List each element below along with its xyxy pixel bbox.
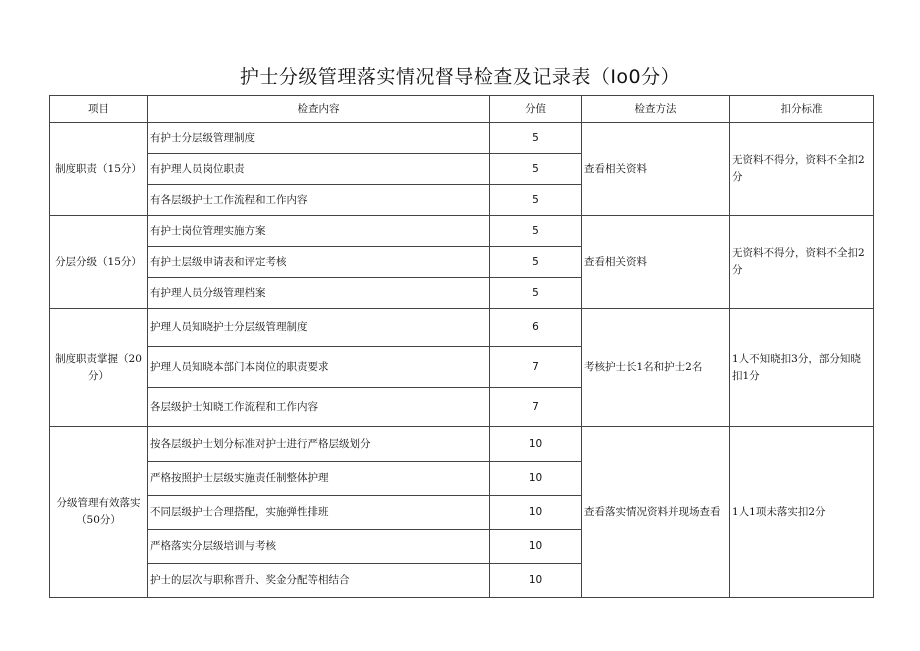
method-cell: 查看相关资料 xyxy=(582,123,730,216)
category-cell: 制度职责（15分） xyxy=(50,123,148,216)
deduct-cell: 1人1项未落实扣2分 xyxy=(730,427,874,598)
category-cell: 制度职责掌握（20分） xyxy=(50,309,148,427)
score-cell: 5 xyxy=(490,216,582,247)
content-cell: 按各层级护士划分标准对护士进行严格层级划分 xyxy=(148,427,490,462)
method-cell: 查看落实情况资料并现场查看 xyxy=(582,427,730,598)
score-cell: 10 xyxy=(490,427,582,462)
content-cell: 严格落实分层级培训与考核 xyxy=(148,530,490,564)
content-cell: 有护理人员分级管理档案 xyxy=(148,278,490,309)
score-cell: 7 xyxy=(490,388,582,427)
score-cell: 5 xyxy=(490,154,582,185)
header-score: 分值 xyxy=(490,96,582,123)
content-cell: 护理人员知晓本部门本岗位的职责要求 xyxy=(148,347,490,388)
content-cell: 有各层级护士工作流程和工作内容 xyxy=(148,185,490,216)
content-cell: 有护士层级申请表和评定考核 xyxy=(148,247,490,278)
table-row xyxy=(50,123,874,154)
score-cell: 5 xyxy=(490,185,582,216)
score-cell: 10 xyxy=(490,496,582,530)
score-cell: 5 xyxy=(490,123,582,154)
table-row xyxy=(50,309,874,347)
content-cell: 各层级护士知晓工作流程和工作内容 xyxy=(148,388,490,427)
method-cell: 考核护士长1名和护士2名 xyxy=(582,309,730,427)
content-cell: 有护士分层级管理制度 xyxy=(148,123,490,154)
inspection-table xyxy=(49,95,874,598)
score-cell: 7 xyxy=(490,347,582,388)
table-header-row xyxy=(50,96,874,123)
header-content: 检查内容 xyxy=(148,96,490,123)
content-cell: 严格按照护士层级实施责任制整体护理 xyxy=(148,462,490,496)
score-cell: 10 xyxy=(490,462,582,496)
score-cell: 10 xyxy=(490,530,582,564)
score-cell: 6 xyxy=(490,309,582,347)
deduct-cell: 无资料不得分，资料不全扣2分 xyxy=(730,123,874,216)
category-cell: 分级管理有效落实（50分） xyxy=(50,427,148,598)
header-item: 项目 xyxy=(50,96,148,123)
header-method: 检查方法 xyxy=(582,96,730,123)
content-cell: 有护理人员岗位职责 xyxy=(148,154,490,185)
table-row xyxy=(50,216,874,247)
content-cell: 护士的层次与职称晋升、奖金分配等相结合 xyxy=(148,564,490,598)
score-cell: 10 xyxy=(490,564,582,598)
page-title: 护士分级管理落实情况督导检查及记录表（Io0分） xyxy=(239,66,681,88)
content-cell: 不同层级护士合理搭配，实施弹性排班 xyxy=(148,496,490,530)
header-deduct: 扣分标准 xyxy=(730,96,874,123)
method-cell: 查看相关资料 xyxy=(582,216,730,309)
content-cell: 有护士岗位管理实施方案 xyxy=(148,216,490,247)
content-cell: 护理人员知晓护士分层级管理制度 xyxy=(148,309,490,347)
table-row xyxy=(50,427,874,462)
deduct-cell: 1人不知晓扣3分，部分知晓扣1分 xyxy=(730,309,874,427)
deduct-cell: 无资料不得分，资料不全扣2分 xyxy=(730,216,874,309)
category-cell: 分层分级（15分） xyxy=(50,216,148,309)
score-cell: 5 xyxy=(490,278,582,309)
score-cell: 5 xyxy=(490,247,582,278)
